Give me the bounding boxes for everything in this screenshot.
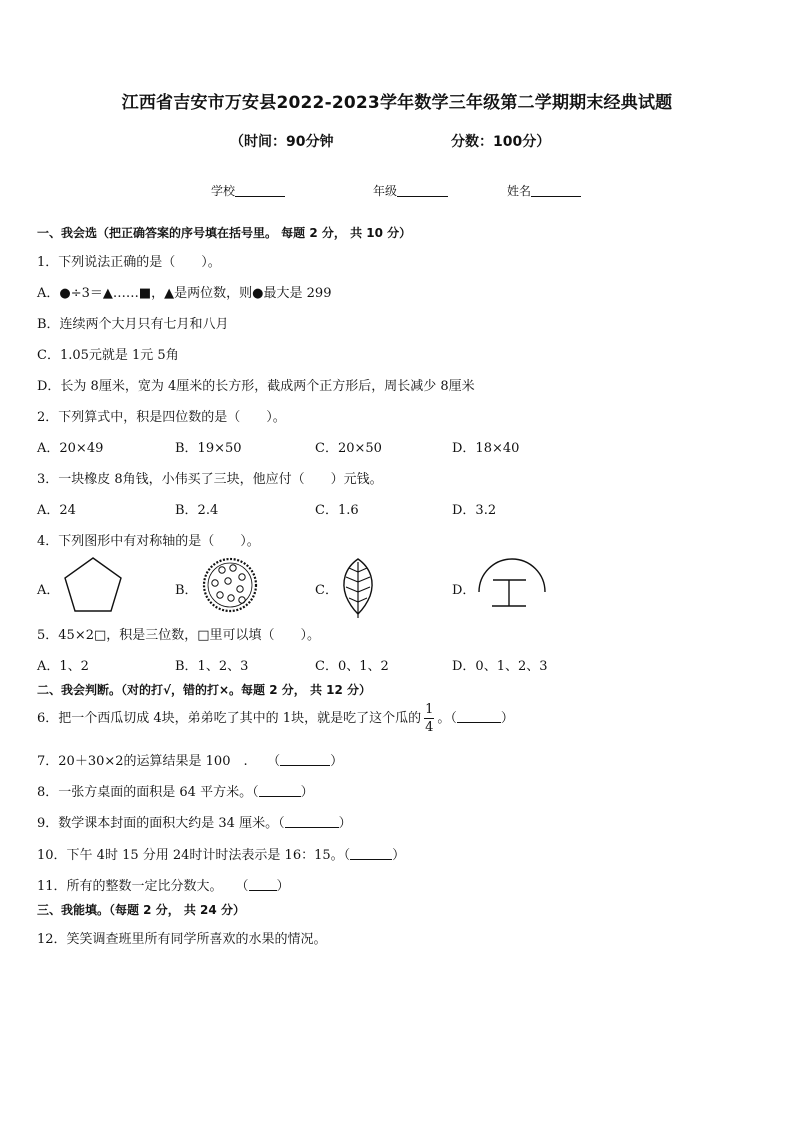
- q2-option-c[interactable]: C．20×50: [315, 441, 382, 456]
- q9-paren-close: ）: [338, 816, 352, 831]
- q4-stem: 4．下列图形中有对称轴的是（ ）。: [37, 534, 260, 549]
- section2-heading: 二、我会判断。（对的打√，错的打×。每题 2 分， 共 12 分）: [37, 683, 371, 697]
- q8-answer-blank[interactable]: [259, 796, 301, 797]
- q11-paren-close: ）: [276, 879, 290, 894]
- fraction-numerator: 1: [425, 702, 434, 717]
- name-field: [507, 182, 581, 199]
- q7-answer-blank[interactable]: [280, 765, 330, 766]
- q1-option-b[interactable]: B．连续两个大月只有七月和八月: [37, 317, 229, 332]
- q10-text: 10．下午 4时 15 分用 24时计时法表示是 16：15。（: [37, 848, 351, 863]
- school-label: 学校: [211, 184, 236, 198]
- q5-option-d[interactable]: D．0、1、2、3: [452, 659, 548, 674]
- q1-option-a[interactable]: A．●÷3＝▲……■，▲是两位数，则●最大是 299: [37, 286, 332, 301]
- grade-label: 年级: [373, 184, 398, 198]
- q6-paren-close: ）: [500, 711, 514, 726]
- q5-stem: 5．45×2□，积是三位数，□里可以填（ ）。: [37, 628, 321, 643]
- school-blank[interactable]: [235, 184, 285, 197]
- q6-paren-open: 。（: [437, 711, 457, 726]
- q11: [37, 875, 290, 894]
- q10-paren-close: ）: [392, 848, 406, 863]
- q7-text: 7．20＋30×2的运算结果是 100 . （: [37, 754, 281, 769]
- name-label: 姓名: [507, 184, 532, 198]
- q6-fraction: [424, 703, 434, 734]
- q3-stem: 3．一块橡皮 8角钱，小伟买了三块，他应付（ ）元钱。: [37, 472, 383, 487]
- q4-option-c[interactable]: C．: [315, 583, 338, 598]
- q2-stem: 2．下列算式中，积是四位数的是（ ）。: [37, 410, 286, 425]
- grade-field: [373, 182, 448, 199]
- q3-option-d[interactable]: D．3.2: [452, 503, 497, 518]
- pentagon-figure: [62, 556, 124, 614]
- q7-paren-close: ）: [330, 754, 344, 769]
- q5-option-c[interactable]: C．0、1、2: [315, 659, 389, 674]
- q1-stem: 1．下列说法正确的是（ ）。: [37, 255, 221, 270]
- q4-option-b[interactable]: B．: [175, 583, 198, 598]
- q6-text: 6．把一个西瓜切成 4块，弟弟吃了其中的 1块，就是吃了这个瓜的: [37, 711, 422, 726]
- q9-text: 9．数学课本封面的面积大约是 34 厘米。（: [37, 816, 285, 831]
- q6-answer-blank[interactable]: [457, 722, 501, 723]
- exam-time: （时间：90分钟: [230, 134, 334, 150]
- q9-answer-blank[interactable]: [285, 827, 339, 828]
- q3-option-b[interactable]: B．2.4: [175, 503, 219, 518]
- section1-heading: 一、我会选（把正确答案的序号填在括号里。 每题 2 分， 共 10 分）: [37, 226, 412, 240]
- exam-score: 分数：100分）: [451, 134, 551, 150]
- exam-title: 江西省吉安市万安县2022-2023学年数学三年级第二学期期末经典试题: [121, 93, 673, 113]
- q4-option-a[interactable]: A．: [37, 583, 60, 598]
- arc-figure: [476, 556, 548, 614]
- q8-text: 8．一张方桌面的面积是 64 平方米。（: [37, 785, 259, 800]
- q4-option-d[interactable]: D．: [452, 583, 476, 598]
- q5-option-b[interactable]: B．1、2、3: [175, 659, 249, 674]
- q5-option-a[interactable]: A．1、2: [37, 659, 89, 674]
- q11-text: 11．所有的整数一定比分数大。 （: [37, 879, 249, 894]
- q10-answer-blank[interactable]: [350, 859, 392, 860]
- q3-option-c[interactable]: C．1.6: [315, 503, 359, 518]
- school-field: [211, 182, 285, 199]
- grade-blank[interactable]: [397, 184, 448, 197]
- q12-text: 12．笑笑调查班里所有同学所喜欢的水果的情况。: [37, 932, 327, 947]
- q1-option-d[interactable]: D．长为 8厘米，宽为 4厘米的长方形，截成两个正方形后，周长减少 8厘米: [37, 379, 475, 394]
- q6: [37, 703, 514, 734]
- q2-option-a[interactable]: A．20×49: [37, 441, 104, 456]
- q8: [37, 781, 314, 800]
- q8-paren-close: ）: [300, 785, 314, 800]
- fraction-denominator: 4: [425, 720, 434, 735]
- q9: [37, 812, 352, 831]
- q11-answer-blank[interactable]: [249, 890, 277, 891]
- section3-heading: 三、我能填。（每题 2 分， 共 24 分）: [37, 903, 245, 917]
- dotted-cookie-figure: [200, 556, 260, 614]
- q10: [37, 844, 405, 863]
- name-blank[interactable]: [531, 184, 581, 197]
- q1-option-c[interactable]: C．1.05元就是 1元 5角: [37, 348, 179, 363]
- q2-option-b[interactable]: B．19×50: [175, 441, 242, 456]
- q2-option-d[interactable]: D．18×40: [452, 441, 520, 456]
- leaf-figure: [338, 556, 378, 620]
- q3-option-a[interactable]: A．24: [37, 503, 76, 518]
- q7: [37, 750, 343, 769]
